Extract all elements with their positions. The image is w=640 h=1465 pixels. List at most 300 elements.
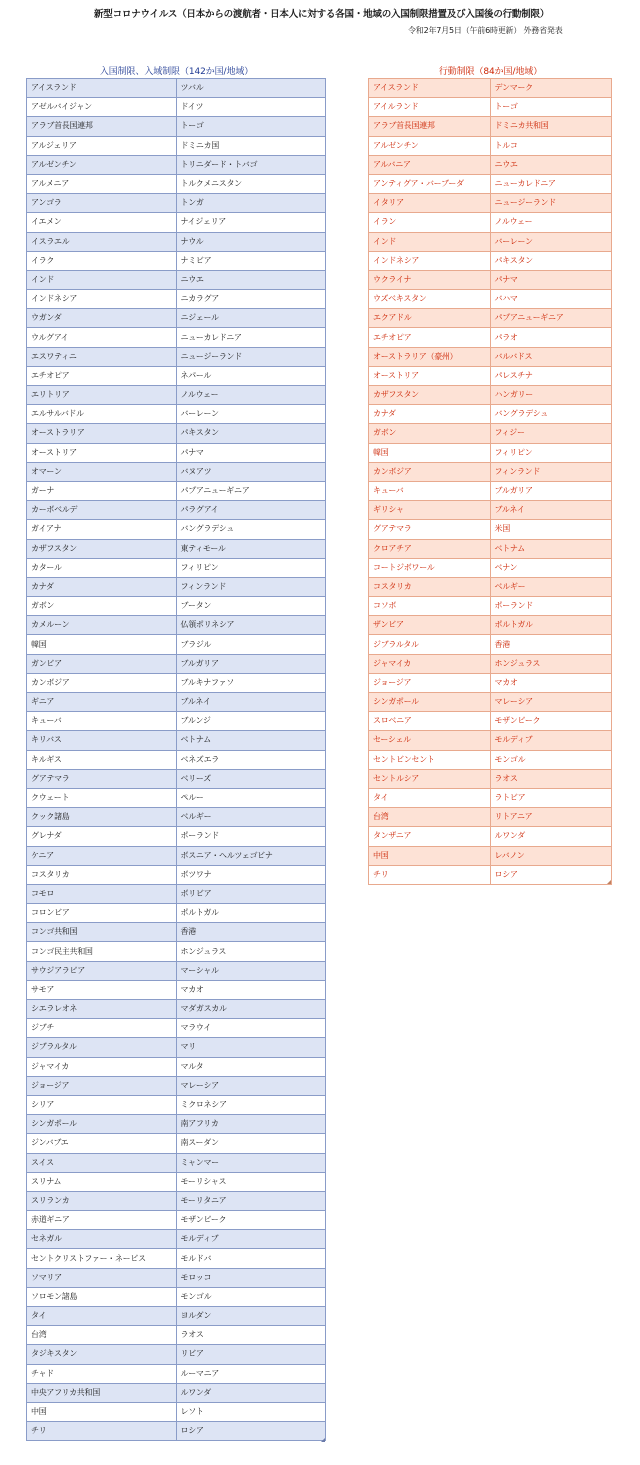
country-cell: モルドバ bbox=[176, 1249, 326, 1268]
table-row bbox=[369, 174, 612, 193]
table-row bbox=[369, 769, 612, 788]
country-cell: バーレーン bbox=[176, 405, 326, 424]
table-row bbox=[27, 1076, 326, 1095]
table-row bbox=[27, 1095, 326, 1114]
country-cell: ロシア bbox=[176, 1422, 326, 1441]
country-cell: ニカラグア bbox=[176, 290, 326, 309]
country-cell: 台湾 bbox=[27, 1326, 177, 1345]
table-row bbox=[27, 1249, 326, 1268]
table-row bbox=[27, 693, 326, 712]
country-cell: キューバ bbox=[369, 481, 491, 500]
table-row bbox=[369, 808, 612, 827]
country-cell: パナマ bbox=[490, 270, 612, 289]
table-row bbox=[369, 539, 612, 558]
table-row bbox=[27, 923, 326, 942]
resize-handle-icon bbox=[607, 880, 611, 884]
table-row bbox=[27, 1402, 326, 1421]
action-restrictions-heading: 行動制限（84か国/地域） bbox=[438, 67, 543, 77]
country-cell: カーボベルデ bbox=[27, 501, 177, 520]
country-cell: グレナダ bbox=[27, 827, 177, 846]
country-cell: フィリピン bbox=[490, 443, 612, 462]
table-row bbox=[369, 386, 612, 405]
table-row bbox=[27, 1230, 326, 1249]
country-cell: レソト bbox=[176, 1402, 326, 1421]
table-row bbox=[369, 347, 612, 366]
table-row bbox=[27, 174, 326, 193]
entry-restrictions-heading: 入国制限、入域制限（142か国/地域） bbox=[99, 67, 254, 77]
country-cell: ウガンダ bbox=[27, 309, 177, 328]
country-cell: アラブ首長国連邦 bbox=[369, 117, 491, 136]
country-cell: ボスニア・ヘルツェゴビナ bbox=[176, 846, 326, 865]
country-cell: 韓国 bbox=[369, 443, 491, 462]
table-row bbox=[27, 597, 326, 616]
country-cell: モンゴル bbox=[490, 750, 612, 769]
country-cell: トリニダード・トバゴ bbox=[176, 155, 326, 174]
country-cell: 仏領ポリネシア bbox=[176, 616, 326, 635]
country-cell: マリ bbox=[176, 1038, 326, 1057]
table-row bbox=[369, 424, 612, 443]
country-cell: アイルランド bbox=[369, 98, 491, 117]
country-cell: イラン bbox=[369, 213, 491, 232]
table-row bbox=[369, 654, 612, 673]
country-cell: コスタリカ bbox=[27, 865, 177, 884]
country-cell: マダガスカル bbox=[176, 1000, 326, 1019]
country-cell: ギニア bbox=[27, 693, 177, 712]
country-cell: スリナム bbox=[27, 1172, 177, 1191]
country-cell: インド bbox=[27, 270, 177, 289]
country-cell: ジョージア bbox=[369, 673, 491, 692]
country-cell: マーシャル bbox=[176, 961, 326, 980]
table-row bbox=[369, 501, 612, 520]
table-row bbox=[27, 443, 326, 462]
table-row bbox=[27, 501, 326, 520]
country-cell: ルワンダ bbox=[490, 827, 612, 846]
table-row bbox=[27, 942, 326, 961]
country-cell: ポーランド bbox=[490, 597, 612, 616]
country-cell: ナイジェリア bbox=[176, 213, 326, 232]
country-cell: バーレーン bbox=[490, 232, 612, 251]
table-row bbox=[27, 1153, 326, 1172]
table-row bbox=[369, 788, 612, 807]
country-cell: タイ bbox=[369, 788, 491, 807]
table-row bbox=[27, 808, 326, 827]
country-cell: マカオ bbox=[490, 673, 612, 692]
country-cell: ベトナム bbox=[490, 539, 612, 558]
table-row bbox=[27, 1019, 326, 1038]
table-row bbox=[27, 1172, 326, 1191]
country-cell: フィンランド bbox=[490, 462, 612, 481]
country-cell: パラオ bbox=[490, 328, 612, 347]
update-date-note: 令和2年7月5日（午前6時更新） 外務省発表 bbox=[408, 26, 563, 35]
country-cell: セネガル bbox=[27, 1230, 177, 1249]
table-row bbox=[369, 232, 612, 251]
country-cell: コソボ bbox=[369, 597, 491, 616]
table-row bbox=[27, 827, 326, 846]
country-cell: マカオ bbox=[176, 980, 326, 999]
country-cell: ラオス bbox=[176, 1326, 326, 1345]
table-row bbox=[369, 635, 612, 654]
country-cell: コンゴ共和国 bbox=[27, 923, 177, 942]
country-cell: ハンガリー bbox=[490, 386, 612, 405]
table-row bbox=[27, 673, 326, 692]
table-row bbox=[369, 750, 612, 769]
table-row bbox=[27, 616, 326, 635]
table-row bbox=[369, 520, 612, 539]
country-cell: リトアニア bbox=[490, 808, 612, 827]
country-cell: グアテマラ bbox=[27, 769, 177, 788]
table-row bbox=[27, 750, 326, 769]
table-row bbox=[27, 1364, 326, 1383]
table-row bbox=[27, 232, 326, 251]
country-cell: コロンビア bbox=[27, 904, 177, 923]
table-row bbox=[27, 884, 326, 903]
country-cell: ドミニカ共和国 bbox=[490, 117, 612, 136]
country-cell: カナダ bbox=[369, 405, 491, 424]
table-row bbox=[369, 194, 612, 213]
country-cell: キルギス bbox=[27, 750, 177, 769]
country-cell: リビア bbox=[176, 1345, 326, 1364]
country-cell: ガーナ bbox=[27, 481, 177, 500]
country-cell: ベルギー bbox=[176, 808, 326, 827]
country-cell: ブルガリア bbox=[490, 481, 612, 500]
country-cell: ポルトガル bbox=[176, 904, 326, 923]
country-cell: マレーシア bbox=[176, 1076, 326, 1095]
table-row bbox=[27, 117, 326, 136]
country-cell: アイスランド bbox=[27, 79, 177, 98]
country-cell: ニューカレドニア bbox=[176, 328, 326, 347]
table-row bbox=[369, 443, 612, 462]
country-cell: トーゴ bbox=[176, 117, 326, 136]
country-cell: ナウル bbox=[176, 232, 326, 251]
country-cell: マルタ bbox=[176, 1057, 326, 1076]
table-row bbox=[27, 731, 326, 750]
country-cell: ソロモン諸島 bbox=[27, 1287, 177, 1306]
table-row bbox=[27, 712, 326, 731]
country-cell: ソマリア bbox=[27, 1268, 177, 1287]
country-cell: スロベニア bbox=[369, 712, 491, 731]
country-cell: ブルネイ bbox=[176, 693, 326, 712]
entry-restrictions-table bbox=[26, 78, 326, 1441]
country-cell: ラトビア bbox=[490, 788, 612, 807]
country-cell: セントクリストファー・ネービス bbox=[27, 1249, 177, 1268]
country-cell: ニウエ bbox=[176, 270, 326, 289]
country-cell: スリランカ bbox=[27, 1191, 177, 1210]
country-cell: ツバル bbox=[176, 79, 326, 98]
country-cell: ニューカレドニア bbox=[490, 174, 612, 193]
country-cell: アルゼンチン bbox=[369, 136, 491, 155]
resize-handle-icon bbox=[321, 1438, 325, 1442]
country-cell: 南スーダン bbox=[176, 1134, 326, 1153]
table-row bbox=[369, 136, 612, 155]
table-row bbox=[369, 712, 612, 731]
country-cell: ブラジル bbox=[176, 635, 326, 654]
country-cell: ジャマイカ bbox=[27, 1057, 177, 1076]
country-cell: 東ティモール bbox=[176, 539, 326, 558]
country-cell: ガンビア bbox=[27, 654, 177, 673]
country-cell: フィンランド bbox=[176, 577, 326, 596]
country-cell: トーゴ bbox=[490, 98, 612, 117]
table-row bbox=[369, 693, 612, 712]
country-cell: カンボジア bbox=[27, 673, 177, 692]
country-cell: パラグアイ bbox=[176, 501, 326, 520]
table-row bbox=[369, 98, 612, 117]
country-cell: パキスタン bbox=[490, 251, 612, 270]
table-row bbox=[369, 462, 612, 481]
country-cell: アゼルバイジャン bbox=[27, 98, 177, 117]
table-row bbox=[369, 328, 612, 347]
table-row bbox=[369, 290, 612, 309]
country-cell: ジブチ bbox=[27, 1019, 177, 1038]
country-cell: エスワティニ bbox=[27, 347, 177, 366]
table-row bbox=[27, 251, 326, 270]
country-cell: ノルウェー bbox=[490, 213, 612, 232]
country-cell: パナマ bbox=[176, 443, 326, 462]
table-row bbox=[27, 961, 326, 980]
country-cell: モロッコ bbox=[176, 1268, 326, 1287]
country-cell: ネパール bbox=[176, 366, 326, 385]
country-cell: グアテマラ bbox=[369, 520, 491, 539]
country-cell: ベルギー bbox=[490, 577, 612, 596]
country-cell: ジョージア bbox=[27, 1076, 177, 1095]
country-cell: アイスランド bbox=[369, 79, 491, 98]
table-row bbox=[27, 194, 326, 213]
country-cell: オーストラリア（豪州） bbox=[369, 347, 491, 366]
country-cell: オーストリア bbox=[27, 443, 177, 462]
country-cell: アラブ首長国連邦 bbox=[27, 117, 177, 136]
table-row bbox=[27, 558, 326, 577]
table-row bbox=[27, 1383, 326, 1402]
country-cell: ブルガリア bbox=[176, 654, 326, 673]
country-cell: ボリビア bbox=[176, 884, 326, 903]
country-cell: ブルンジ bbox=[176, 712, 326, 731]
country-cell: アンティグア・バーブーダ bbox=[369, 174, 491, 193]
country-cell: アンゴラ bbox=[27, 194, 177, 213]
country-cell: ジンバブエ bbox=[27, 1134, 177, 1153]
country-cell: ケニア bbox=[27, 846, 177, 865]
country-cell: バングラデシュ bbox=[490, 405, 612, 424]
table-row bbox=[369, 155, 612, 174]
country-cell: ブータン bbox=[176, 597, 326, 616]
table-row bbox=[27, 1287, 326, 1306]
country-cell: 香港 bbox=[176, 923, 326, 942]
country-cell: ノルウェー bbox=[176, 386, 326, 405]
country-cell: ジャマイカ bbox=[369, 654, 491, 673]
country-cell: セーシェル bbox=[369, 731, 491, 750]
country-cell: ブルネイ bbox=[490, 501, 612, 520]
country-cell: ミクロネシア bbox=[176, 1095, 326, 1114]
country-cell: ペルー bbox=[176, 788, 326, 807]
country-cell: モーリタニア bbox=[176, 1191, 326, 1210]
country-cell: ホンジュラス bbox=[490, 654, 612, 673]
country-cell: インド bbox=[369, 232, 491, 251]
table-row bbox=[27, 980, 326, 999]
country-cell: シエラレオネ bbox=[27, 1000, 177, 1019]
country-cell: ベナン bbox=[490, 558, 612, 577]
table-row bbox=[369, 405, 612, 424]
country-cell: ベトナム bbox=[176, 731, 326, 750]
country-cell: アルバニア bbox=[369, 155, 491, 174]
country-cell: インドネシア bbox=[369, 251, 491, 270]
table-row bbox=[27, 1038, 326, 1057]
table-row bbox=[27, 904, 326, 923]
table-row bbox=[27, 155, 326, 174]
country-cell: ニュージーランド bbox=[490, 194, 612, 213]
table-row bbox=[27, 1307, 326, 1326]
country-cell: ウズベキスタン bbox=[369, 290, 491, 309]
country-cell: コートジボワール bbox=[369, 558, 491, 577]
table-row bbox=[27, 1000, 326, 1019]
table-row bbox=[27, 1211, 326, 1230]
country-cell: モザンビーク bbox=[176, 1211, 326, 1230]
table-row bbox=[27, 424, 326, 443]
country-cell: フィジー bbox=[490, 424, 612, 443]
table-row bbox=[27, 1268, 326, 1287]
table-row bbox=[27, 270, 326, 289]
country-cell: マラウイ bbox=[176, 1019, 326, 1038]
country-cell: イラク bbox=[27, 251, 177, 270]
country-cell: タイ bbox=[27, 1307, 177, 1326]
page-title: 新型コロナウイルス（日本からの渡航者・日本人に対する各国・地域の入国制限措置及び入国後の行動制限） bbox=[94, 9, 550, 20]
country-cell: チリ bbox=[369, 865, 491, 884]
country-cell: サウジアラビア bbox=[27, 961, 177, 980]
table-row bbox=[27, 136, 326, 155]
table-row bbox=[27, 865, 326, 884]
table-row bbox=[369, 731, 612, 750]
country-cell: アルゼンチン bbox=[27, 155, 177, 174]
country-cell: ジブラルタル bbox=[27, 1038, 177, 1057]
table-row bbox=[27, 1057, 326, 1076]
country-cell: シリア bbox=[27, 1095, 177, 1114]
table-row bbox=[27, 328, 326, 347]
table-row bbox=[27, 366, 326, 385]
country-cell: パキスタン bbox=[176, 424, 326, 443]
country-cell: セントルシア bbox=[369, 769, 491, 788]
country-cell: パプアニューギニア bbox=[176, 481, 326, 500]
table-row bbox=[27, 1326, 326, 1345]
country-cell: ジブラルタル bbox=[369, 635, 491, 654]
country-cell: チャド bbox=[27, 1364, 177, 1383]
country-cell: パレスチナ bbox=[490, 366, 612, 385]
country-cell: ベネズエラ bbox=[176, 750, 326, 769]
table-row bbox=[27, 1345, 326, 1364]
country-cell: タジキスタン bbox=[27, 1345, 177, 1364]
country-cell: エチオピア bbox=[27, 366, 177, 385]
country-cell: ザンビア bbox=[369, 616, 491, 635]
country-cell: モンゴル bbox=[176, 1287, 326, 1306]
country-cell: 中国 bbox=[369, 846, 491, 865]
table-row bbox=[369, 558, 612, 577]
table-row bbox=[27, 98, 326, 117]
country-cell: ボツワナ bbox=[176, 865, 326, 884]
country-cell: カザフスタン bbox=[369, 386, 491, 405]
table-row bbox=[369, 865, 612, 884]
country-cell: ミャンマー bbox=[176, 1153, 326, 1172]
country-cell: クック諸島 bbox=[27, 808, 177, 827]
country-cell: ガボン bbox=[369, 424, 491, 443]
table-row bbox=[27, 846, 326, 865]
country-cell: セントビンセント bbox=[369, 750, 491, 769]
country-cell: ウルグアイ bbox=[27, 328, 177, 347]
country-cell: ポーランド bbox=[176, 827, 326, 846]
country-cell: ポルトガル bbox=[490, 616, 612, 635]
table-row bbox=[369, 481, 612, 500]
table-row bbox=[369, 366, 612, 385]
table-row bbox=[27, 347, 326, 366]
table-row bbox=[27, 309, 326, 328]
table-row bbox=[27, 213, 326, 232]
table-row bbox=[27, 539, 326, 558]
table-row bbox=[369, 309, 612, 328]
country-cell: 台湾 bbox=[369, 808, 491, 827]
country-cell: イスラエル bbox=[27, 232, 177, 251]
country-cell: コモロ bbox=[27, 884, 177, 903]
country-cell: ニウエ bbox=[490, 155, 612, 174]
table-row bbox=[369, 270, 612, 289]
country-cell: バヌアツ bbox=[176, 462, 326, 481]
country-cell: カザフスタン bbox=[27, 539, 177, 558]
country-cell: シンガポール bbox=[27, 1115, 177, 1134]
table-row bbox=[369, 79, 612, 98]
country-cell: 香港 bbox=[490, 635, 612, 654]
table-row bbox=[27, 577, 326, 596]
country-cell: チリ bbox=[27, 1422, 177, 1441]
table-row bbox=[27, 520, 326, 539]
table-row bbox=[369, 616, 612, 635]
table-row bbox=[27, 481, 326, 500]
country-cell: パプアニューギニア bbox=[490, 309, 612, 328]
country-cell: 中国 bbox=[27, 1402, 177, 1421]
table-row bbox=[27, 1134, 326, 1153]
country-cell: イエメン bbox=[27, 213, 177, 232]
country-cell: キューバ bbox=[27, 712, 177, 731]
country-cell: エリトリア bbox=[27, 386, 177, 405]
country-cell: ベリーズ bbox=[176, 769, 326, 788]
country-cell: ニジェール bbox=[176, 309, 326, 328]
country-cell: バルバドス bbox=[490, 347, 612, 366]
country-cell: レバノン bbox=[490, 846, 612, 865]
country-cell: オーストリア bbox=[369, 366, 491, 385]
country-cell: ヨルダン bbox=[176, 1307, 326, 1326]
country-cell: 南アフリカ bbox=[176, 1115, 326, 1134]
table-row bbox=[27, 1191, 326, 1210]
table-row bbox=[369, 213, 612, 232]
country-cell: クウェート bbox=[27, 788, 177, 807]
country-cell: モルディブ bbox=[490, 731, 612, 750]
country-cell: バングラデシュ bbox=[176, 520, 326, 539]
country-cell: モザンビーク bbox=[490, 712, 612, 731]
table-row bbox=[369, 673, 612, 692]
country-cell: ドイツ bbox=[176, 98, 326, 117]
country-cell: 韓国 bbox=[27, 635, 177, 654]
country-cell: トルクメニスタン bbox=[176, 174, 326, 193]
country-cell: トルコ bbox=[490, 136, 612, 155]
table-row bbox=[27, 462, 326, 481]
country-cell: カンボジア bbox=[369, 462, 491, 481]
country-cell: ドミニカ国 bbox=[176, 136, 326, 155]
country-cell: デンマーク bbox=[490, 79, 612, 98]
country-cell: エチオピア bbox=[369, 328, 491, 347]
country-cell: スイス bbox=[27, 1153, 177, 1172]
country-cell: 赤道ギニア bbox=[27, 1211, 177, 1230]
country-cell: ナミビア bbox=[176, 251, 326, 270]
country-cell: ホンジュラス bbox=[176, 942, 326, 961]
country-cell: モルディブ bbox=[176, 1230, 326, 1249]
country-cell: クロアチア bbox=[369, 539, 491, 558]
country-cell: トンガ bbox=[176, 194, 326, 213]
table-row bbox=[369, 251, 612, 270]
country-cell: バハマ bbox=[490, 290, 612, 309]
country-cell: 米国 bbox=[490, 520, 612, 539]
